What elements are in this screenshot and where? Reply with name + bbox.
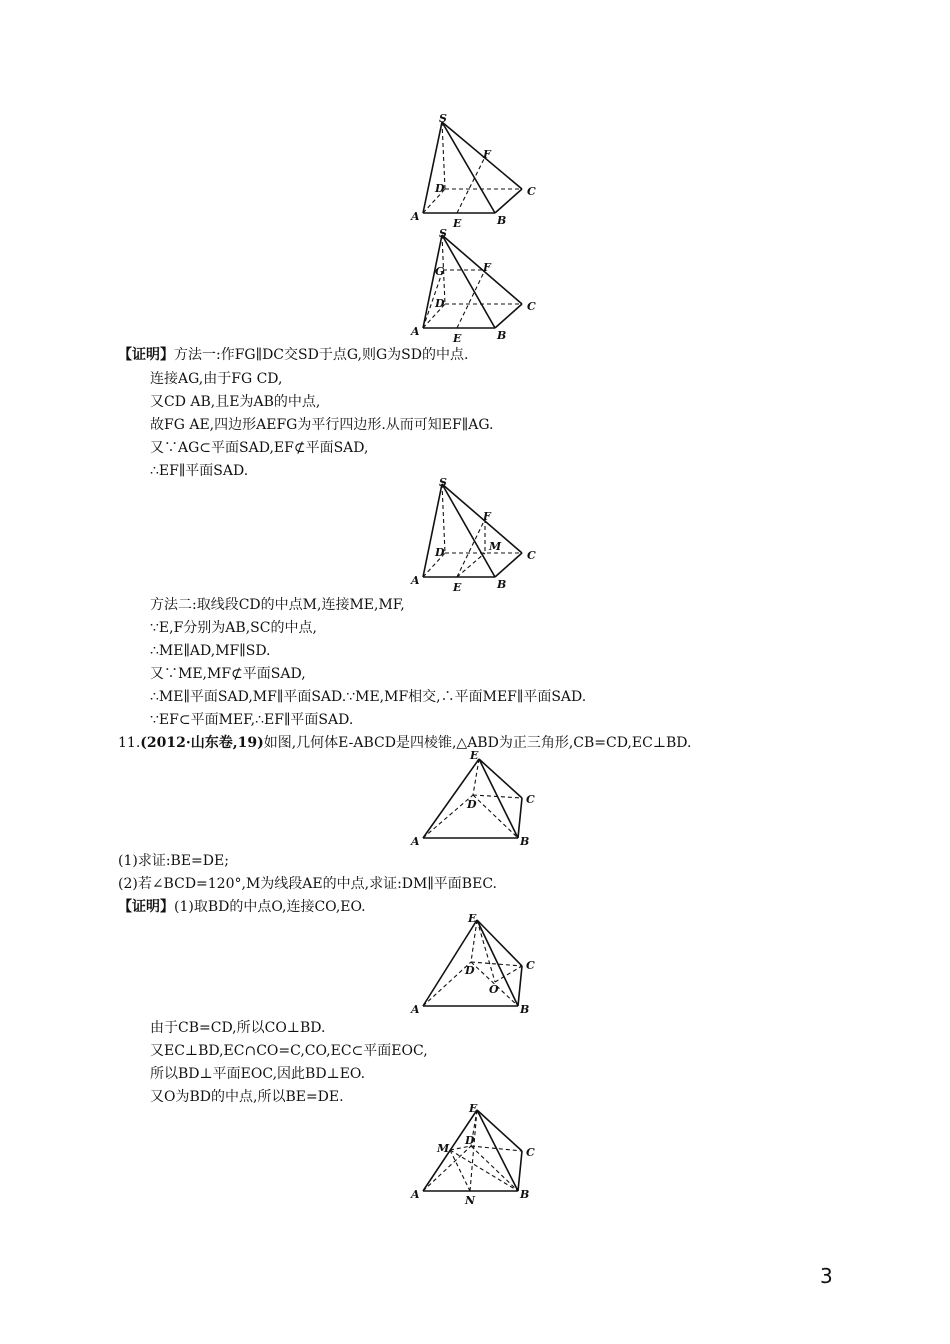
label-D: D [435, 182, 445, 195]
label-S: S [439, 112, 447, 125]
label-F: F [483, 510, 491, 523]
label-E: E [453, 581, 462, 594]
label-O: O [489, 983, 499, 996]
proof-line: 故FG AE,四边形AEFG为平行四边形.从而可知EF∥AG. [150, 417, 494, 433]
label-N: N [465, 1194, 476, 1207]
label-B: B [520, 1003, 530, 1016]
proof-line: ∴ME∥AD,MF∥SD. [150, 643, 271, 659]
question-1: (1)求证:BE=DE; [118, 853, 229, 869]
proof-line: ∴ME∥平面SAD,MF∥平面SAD.∵ME,MF相交,∴平面MEF∥平面SAD. [150, 689, 587, 705]
proof-11-line [118, 898, 366, 916]
proof-11-first: (1)取BD的中点O,连接CO,EO. [174, 899, 366, 915]
proof-bracket: 【证明】 [118, 347, 174, 363]
label-M: M [437, 1142, 450, 1155]
label-A: A [411, 574, 420, 587]
label-B: B [520, 1188, 530, 1201]
label-D: D [435, 297, 445, 310]
proof-line: 又∵AG⊂平面SAD,EF⊄平面SAD, [150, 440, 369, 456]
label-D: D [435, 546, 445, 559]
method1-text: 方法一:作FG∥DC交SD于点G,则G为SD的中点. [174, 347, 469, 363]
figure-pyramid-sabcd-3 [405, 474, 555, 594]
figure-pyramid-sabcd-2 [405, 225, 555, 345]
figure-pyramid-eabcd-2 [405, 910, 555, 1018]
label-S: S [439, 227, 447, 240]
label-A: A [411, 325, 420, 338]
label-G: G [435, 265, 445, 278]
proof-line: ∵EF⊂平面MEF,∴EF∥平面SAD. [150, 712, 354, 728]
label-C: C [526, 959, 535, 972]
label-D: D [465, 1134, 475, 1147]
problem-source: (2012·山东卷,19) [140, 735, 264, 751]
proof-line: 连接AG,由于FG CD, [150, 371, 283, 387]
label-E: E [453, 332, 462, 345]
proof-line: 方法二:取线段CD的中点M,连接ME,MF, [150, 597, 405, 613]
label-C: C [527, 185, 536, 198]
proof-line: ∵E,F分别为AB,SC的中点, [150, 620, 317, 636]
label-D: D [465, 964, 475, 977]
proof-line: 所以BD⊥平面EOC,因此BD⊥EO. [150, 1066, 366, 1082]
label-B: B [497, 578, 507, 591]
label-C: C [527, 549, 536, 562]
figure-pyramid-eabcd-1 [405, 745, 555, 850]
proof-line: 又EC⊥BD,EC∩CO=C,CO,EC⊂平面EOC, [150, 1043, 428, 1059]
proof-line: 又∵ME,MF⊄平面SAD, [150, 666, 306, 682]
label-A: A [411, 210, 420, 223]
label-S: S [439, 476, 447, 489]
label-E: E [468, 912, 477, 925]
label-D: D [467, 798, 477, 811]
problem-stem-text: 如图,几何体E-ABCD是四棱锥,△ABD为正三角形,CB=CD,EC⊥BD. [263, 735, 692, 751]
problem-number: 11. [118, 735, 141, 751]
label-A: A [411, 1003, 420, 1016]
figure-pyramid-eabcd-3 [405, 1098, 555, 1210]
proof-method1-line [118, 346, 468, 364]
label-E: E [470, 749, 479, 762]
label-C: C [526, 793, 535, 806]
proof-line: 又O为BD的中点,所以BE=DE. [150, 1089, 344, 1105]
proof-line: 又CD AB,且E为AB的中点, [150, 394, 321, 410]
label-C: C [527, 300, 536, 313]
label-F: F [483, 261, 491, 274]
label-E: E [469, 1102, 478, 1115]
page-number: 3 [820, 1264, 833, 1288]
label-E: E [453, 217, 462, 230]
label-B: B [497, 329, 507, 342]
label-B: B [520, 835, 530, 848]
proof-bracket: 【证明】 [118, 899, 174, 915]
label-A: A [411, 835, 420, 848]
label-F: F [483, 148, 491, 161]
figure-pyramid-sabcd-1 [405, 110, 555, 230]
proof-line: 由于CB=CD,所以CO⊥BD. [150, 1020, 326, 1036]
label-M: M [489, 540, 502, 553]
label-A: A [411, 1188, 420, 1201]
question-2: (2)若∠BCD=120°,M为线段AE的中点,求证:DM∥平面BEC. [118, 876, 497, 892]
label-C: C [526, 1146, 535, 1159]
label-B: B [497, 214, 507, 227]
proof-line: ∴EF∥平面SAD. [150, 463, 249, 479]
